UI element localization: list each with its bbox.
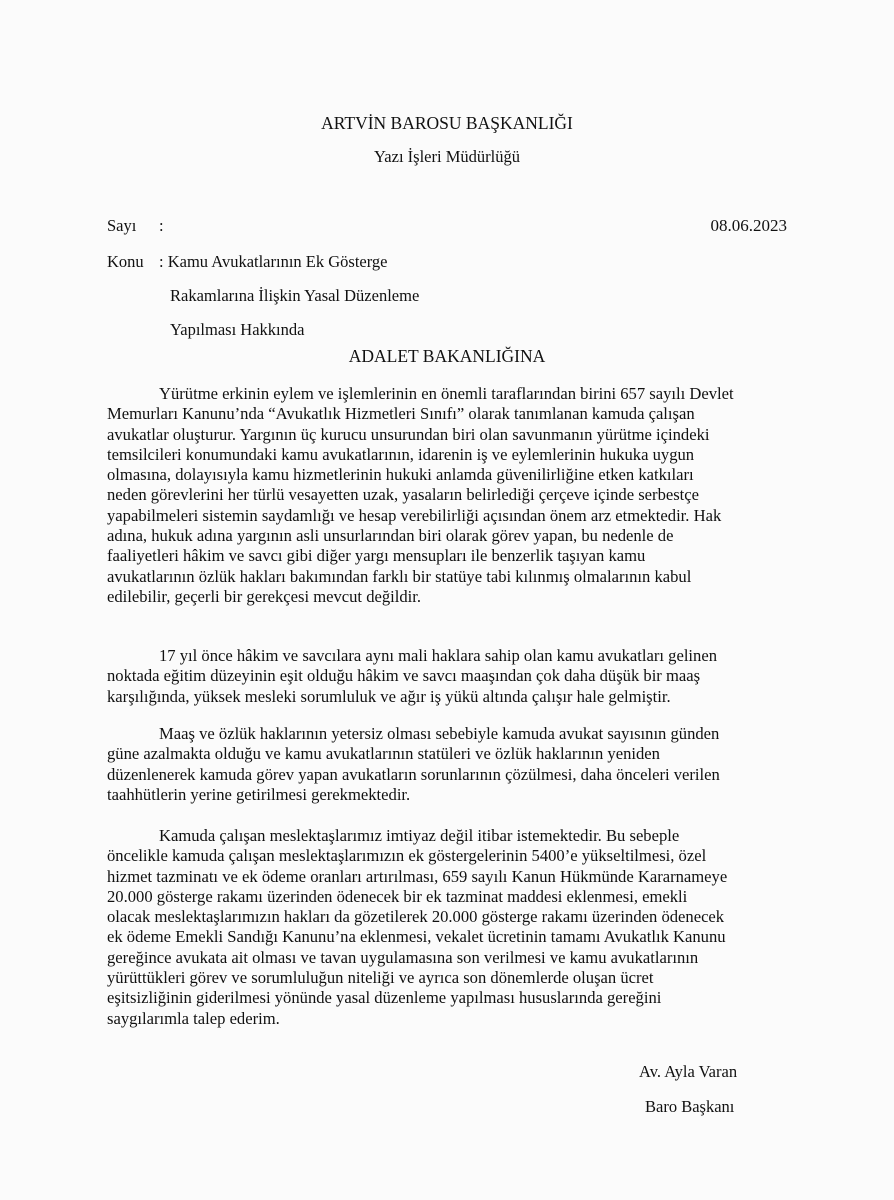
signatory-name: Av. Ayla Varan	[639, 1062, 738, 1081]
paragraph-line: temsilcileri konumundaki kamu avukatlarının, idarenin iş ve eylemlerinin hukuka uygun	[107, 444, 695, 464]
paragraph-line: avukatlarının özlük hakları bakımından farklı bir statüye tabi kılınmış olmalarının kabul	[107, 566, 692, 586]
paragraph-line: adına, hukuk adına yargının asli unsurlarından biri olarak görev yapan, bu nedenle de	[107, 526, 674, 546]
paragraph-line: avukatlar oluşturur. Yargının üç kurucu unsurundan biri olan savunmanın yürütme içindeki	[107, 424, 710, 444]
paragraph-line: noktada eğitim düzeyinin eşit olduğu hâkim ve savcı maaşından çok daha düşük bir maaş	[107, 666, 701, 686]
paragraph-line: gereğince avukata ait olması ve tavan uygulamasına son verilmesi ve kamu avukatlarının	[107, 947, 699, 967]
paragraph-line: olacak meslektaşlarımızın hakları da gözetilerek 20.000 gösterge rakamı üzerinden ödenecek	[107, 907, 725, 927]
institution-title: ARTVİN BAROSU BAŞKANLIĞI	[321, 113, 573, 133]
paragraph-line: yapabilmeleri sistemin saydamlığı ve hesap verebilirliği açısından önem arz etmektedir. Hak	[107, 505, 722, 525]
paragraph-line: Kamuda çalışan meslektaşlarımız imtiyaz değil itibar istemektedir. Bu sebeple	[159, 826, 680, 845]
sayi-colon: :	[159, 216, 164, 235]
paragraph-line: neden görevlerini her türlü vesayetten uzak, yasaların belirlediği çerçeve içinde serbestçe	[107, 485, 700, 505]
paragraph-line: Maaş ve özlük haklarının yetersiz olması sebebiyle kamuda avukat sayısının günden	[159, 724, 720, 743]
department-title: Yazı İşleri Müdürlüğü	[374, 147, 520, 166]
paragraph-line: öncelikle kamuda çalışan meslektaşlarımızın ek göstergelerinin 5400’e yükseltilmesi, özel	[107, 846, 707, 866]
paragraph-line: ek ödeme Emekli Sandığı Kanunu’na eklenmesi, vekalet ücretinin tamamı Avukatlık Kanunu	[107, 927, 726, 947]
paragraph-1	[107, 384, 789, 607]
konu-line-2: Rakamlarına İlişkin Yasal Düzenleme	[170, 286, 420, 305]
paragraph-line: Yürütme erkinin eylem ve işlemlerinin en önemli taraflarından birini 657 sayılı Devlet	[159, 384, 734, 403]
konu-line-3: Yapılması Hakkında	[170, 320, 305, 339]
paragraph-line: yürüttükleri görev ve sorumluluğun niteliği ve ayrıca son dönemlerde oluşan ücret	[107, 968, 654, 988]
document-date: 08.06.2023	[710, 216, 787, 235]
paragraph-line: hizmet tazminatı ve ek ödeme oranları artırılması, 659 sayılı Kanun Hükmünde Kararnameye	[107, 866, 728, 886]
konu-line-1: : Kamu Avukatlarının Ek Gösterge	[159, 252, 388, 271]
paragraph-2	[107, 646, 789, 707]
addressee: ADALET BAKANLIĞINA	[348, 346, 546, 366]
paragraph-line: 17 yıl önce hâkim ve savcılara aynı mali haklara sahip olan kamu avukatları gelinen	[159, 646, 717, 665]
konu-label: Konu	[107, 252, 144, 271]
paragraph-line: Memurları Kanunu’nda “Avukatlık Hizmetleri Sınıfı” olarak tanımlanan kamuda çalışan	[107, 404, 695, 424]
paragraph-line: karşılığında, yüksek mesleki sorumluluk ve ağır iş yükü altında çalışır hale gelmiştir.	[107, 686, 671, 706]
sayi-label: Sayı	[107, 216, 137, 235]
paragraph-3	[107, 724, 789, 805]
signatory-title: Baro Başkanı	[645, 1097, 735, 1116]
paragraph-line: taahhütlerin yerine getirilmesi gerekmektedir.	[107, 784, 411, 804]
paragraph-line: güne azalmakta olduğu ve kamu avukatlarının statüleri ve özlük haklarının yeniden	[107, 744, 660, 764]
paragraph-line: düzenlenerek kamuda görev yapan avukatların sorunlarının çözülmesi, daha önceleri verilen	[107, 764, 720, 784]
paragraph-line: eşitsizliğinin giderilmesi yönünde yasal düzenleme yapılması hususlarında gereğini	[107, 988, 662, 1008]
paragraph-line: edilebilir, geçerli bir gerekçesi mevcut değildir.	[107, 586, 422, 606]
paragraph-line: saygılarımla talep ederim.	[107, 1008, 280, 1028]
paragraph-line: olmasına, dolayısıyla kamu hizmetlerinin hukuki anlamda güvenilirliğine etken katkıları	[107, 465, 694, 485]
paragraph-line: 20.000 gösterge rakamı üzerinden ödenecek bir ek tazminat maddesi eklenmesi, emekli	[107, 886, 688, 906]
paragraph-4	[107, 826, 789, 1029]
paragraph-line: faaliyetleri hâkim ve savcı gibi diğer yargı mensupları ile benzerlik taşıyan kamu	[107, 546, 646, 566]
